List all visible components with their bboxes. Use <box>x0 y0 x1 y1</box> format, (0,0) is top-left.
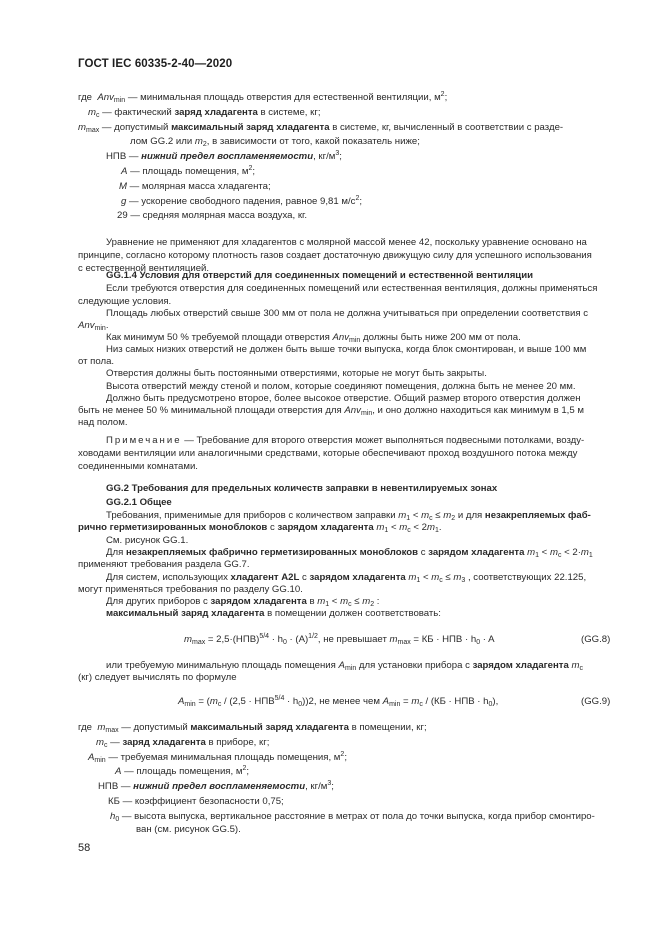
between-line-2: (кг) следует вычислять по формуле <box>78 672 237 683</box>
gg-2-1-line-1: Требования, применимые для приборов с количеством заправки $m_1 < m_c \le m_2$ и для незакрепляемых фаб- <box>106 510 591 522</box>
gg-2-1-line-7: могут применяться требования по разделу GG.10. <box>78 584 303 595</box>
where-block-1-line-4: лом GG.2 или $m_2$, в зависимости от того, какой показатель ниже; <box>130 136 420 148</box>
section-gg-1-4-title: GG.1.4 Условия для отверстий для соединенных помещений и естественной вентиляции <box>106 270 533 281</box>
where-block-1-line-5: НПВ — нижний предел воспламеняемости, $кг/м^3$; <box>106 150 342 162</box>
equation-number-gg-9: (GG.9) <box>581 696 611 707</box>
gg-1-4-line-5: Как минимум 50 % требуемой площади отверстия Anv$_{min}$ должны быть ниже 200 мм от пола. <box>106 332 521 344</box>
section-gg-2-1-title: GG.2.1 Общее <box>106 497 172 508</box>
gg-1-4-line-4: Anv$_{min}$. <box>78 320 109 332</box>
gg-1-4-line-3: Площадь любых отверстий свыше 300 мм от пола не должна учитываться при определении соответствия с <box>106 308 589 319</box>
equation-gg-9: $A_{min} = (m_c / (2,5 \cdot НПВ^{5/4} \cdot h_0))2$, не менее чем $A_{min} = m_c / (КБ$ · НПВ · $h_0$), <box>178 695 499 708</box>
note-line-3: соединенными комнатами. <box>78 461 198 472</box>
equation-gg-8: $m_{max} = 2,5\cdot(НПВ)^{5/4} \cdot h_0 \cdot (A)^{1/2}$, не превышает $m_{max}$ = КБ · НПВ · $h_0 \cdot A$ <box>184 633 495 646</box>
paragraph-1-line-3: с естественной вентиляцией. <box>78 263 210 274</box>
page-number: 58 <box>78 842 91 854</box>
gg-2-1-line-2: рично герметизированных моноблоков с зарядом хладагента $m_1 < m_c < 2m_1$. <box>78 522 442 534</box>
gg-1-4-line-2: следующие условия. <box>78 296 172 307</box>
where-block-2-line-5: НПВ — нижний предел воспламеняемости, $кг/м^3$; <box>98 780 334 792</box>
gg-1-4-line-8: Отверстия должны быть постоянными отверстиями, которые не могут быть закрыты. <box>106 368 487 379</box>
gg-1-4-line-1: Если требуются отверстия для соединенных помещений или естественная вентиляция, должны применяться <box>106 283 598 294</box>
gg-2-1-line-8: Для других приборов с зарядом хладагента в $m_1 < m_c \le m_2$ : <box>106 596 380 608</box>
section-gg-2-title: GG.2 Требования для предельных количеств заправки в невентилируемых зонах <box>106 483 498 494</box>
note-line-1: Примечание — Требование для второго отверстия может выполняться подвесными потолками, возду- <box>106 435 585 446</box>
gg-1-4-line-9: Высота отверстий между стеной и полом, которые соединяют помещения, должна быть не менее 20 мм. <box>106 381 576 392</box>
where-block-2-line-7: $h_0$ — высота выпуска, вертикальное расстояние в метрах от пола до точки выпуска, когда прибор смонтиро- <box>110 811 595 823</box>
gg-2-1-line-6: Для систем, использующих хладагент A2L с зарядом хладагента $m_1 < m_c \le m_3$ , соответствующих 22.125, <box>106 572 587 584</box>
gg-1-4-line-6: Низ самых низких отверстий не должен быть выше точки выпуска, когда блок смонтирован, и выше 100 мм <box>106 344 587 355</box>
gg-2-1-line-4: Для незакрепляемых фабрично герметизированных моноблоков с зарядом хладагента $m_1 < m_c < 2\cdot m_1$ <box>106 547 593 559</box>
gg-1-4-line-11: быть не менее 50 % минимальной площади отверстия для Anv$_{min}$, и оно должно находиться как минимум в 1,5 м <box>78 405 584 417</box>
gg-2-1-line-5: применяют требования раздела GG.7. <box>78 559 250 570</box>
note-line-2: ховодами вентиляции или аналогичными средствами, которые обеспечивают проход воздушного потока между <box>78 448 578 459</box>
gg-1-4-line-12: над полом. <box>78 417 128 428</box>
where-block-1-line-8: g — ускорение свободного падения, равное 9,81 $м/с^2$; <box>121 195 363 207</box>
where-block-2-line-3: $A_{min}$ — требуемая минимальная площадь помещения, $м^2$; <box>88 751 347 764</box>
where-block-1-line-6: A — площадь помещения, $м^2$; <box>121 165 256 177</box>
where-block-2-line-4: A — площадь помещения, $м^2$; <box>115 765 250 777</box>
where-block-2-line-6: КБ — коэффициент безопасности 0,75; <box>108 796 284 807</box>
gg-2-1-line-3: См. рисунок GG.1. <box>106 535 189 546</box>
gg-1-4-line-10: Должно быть предусмотрено второе, более высокое отверстие. Общий размер второго отверстия должен <box>106 393 581 404</box>
where-block-1-line-2: $m_c$ — фактический заряд хладагента в системе, кг; <box>88 107 321 119</box>
where-block-2-line-8: ван (см. рисунок GG.5). <box>136 824 241 835</box>
equation-number-gg-8: (GG.8) <box>581 634 611 645</box>
paragraph-1-line-2: принципе, согласно которому плотность газов создает достаточную движущую силу для успешного использования <box>78 250 592 261</box>
gg-2-1-line-9: максимальный заряд хладагента в помещении должен соответствовать: <box>106 608 441 619</box>
document-header: ГОСТ IEC 60335-2-40—2020 <box>78 58 233 70</box>
where-block-1-line-7: M — молярная масса хладагента; <box>119 181 271 192</box>
where-block-1-line-1: где Anv$_{min}$ — минимальная площадь отверстия для естественной вентиляции, $м^2$; <box>78 91 448 104</box>
paragraph-1-line-1: Уравнение не применяют для хладагентов с молярной массой менее 42, поскольку уравнение основано на <box>106 237 587 248</box>
note-label: Примечание <box>106 435 182 446</box>
where-block-1-line-3: $m_{max}$ — допустимый максимальный заряд хладагента в системе, кг, вычисленный в соответствии с разде- <box>78 122 564 134</box>
where-block-2-line-2: $m_c$ — заряд хладагента в приборе, кг; <box>96 737 270 749</box>
between-line-1: или требуемую минимальную площадь помещения $A_{min}$ для установки прибора с зарядом хладагента $m_c$ <box>106 660 583 672</box>
gg-1-4-line-7: от пола. <box>78 356 115 367</box>
where-block-1-line-9: 29 — средняя молярная масса воздуха, кг. <box>117 210 308 221</box>
where-block-2-line-1: где $m_{max}$ — допустимый максимальный заряд хладагента в помещении, кг; <box>78 722 427 734</box>
